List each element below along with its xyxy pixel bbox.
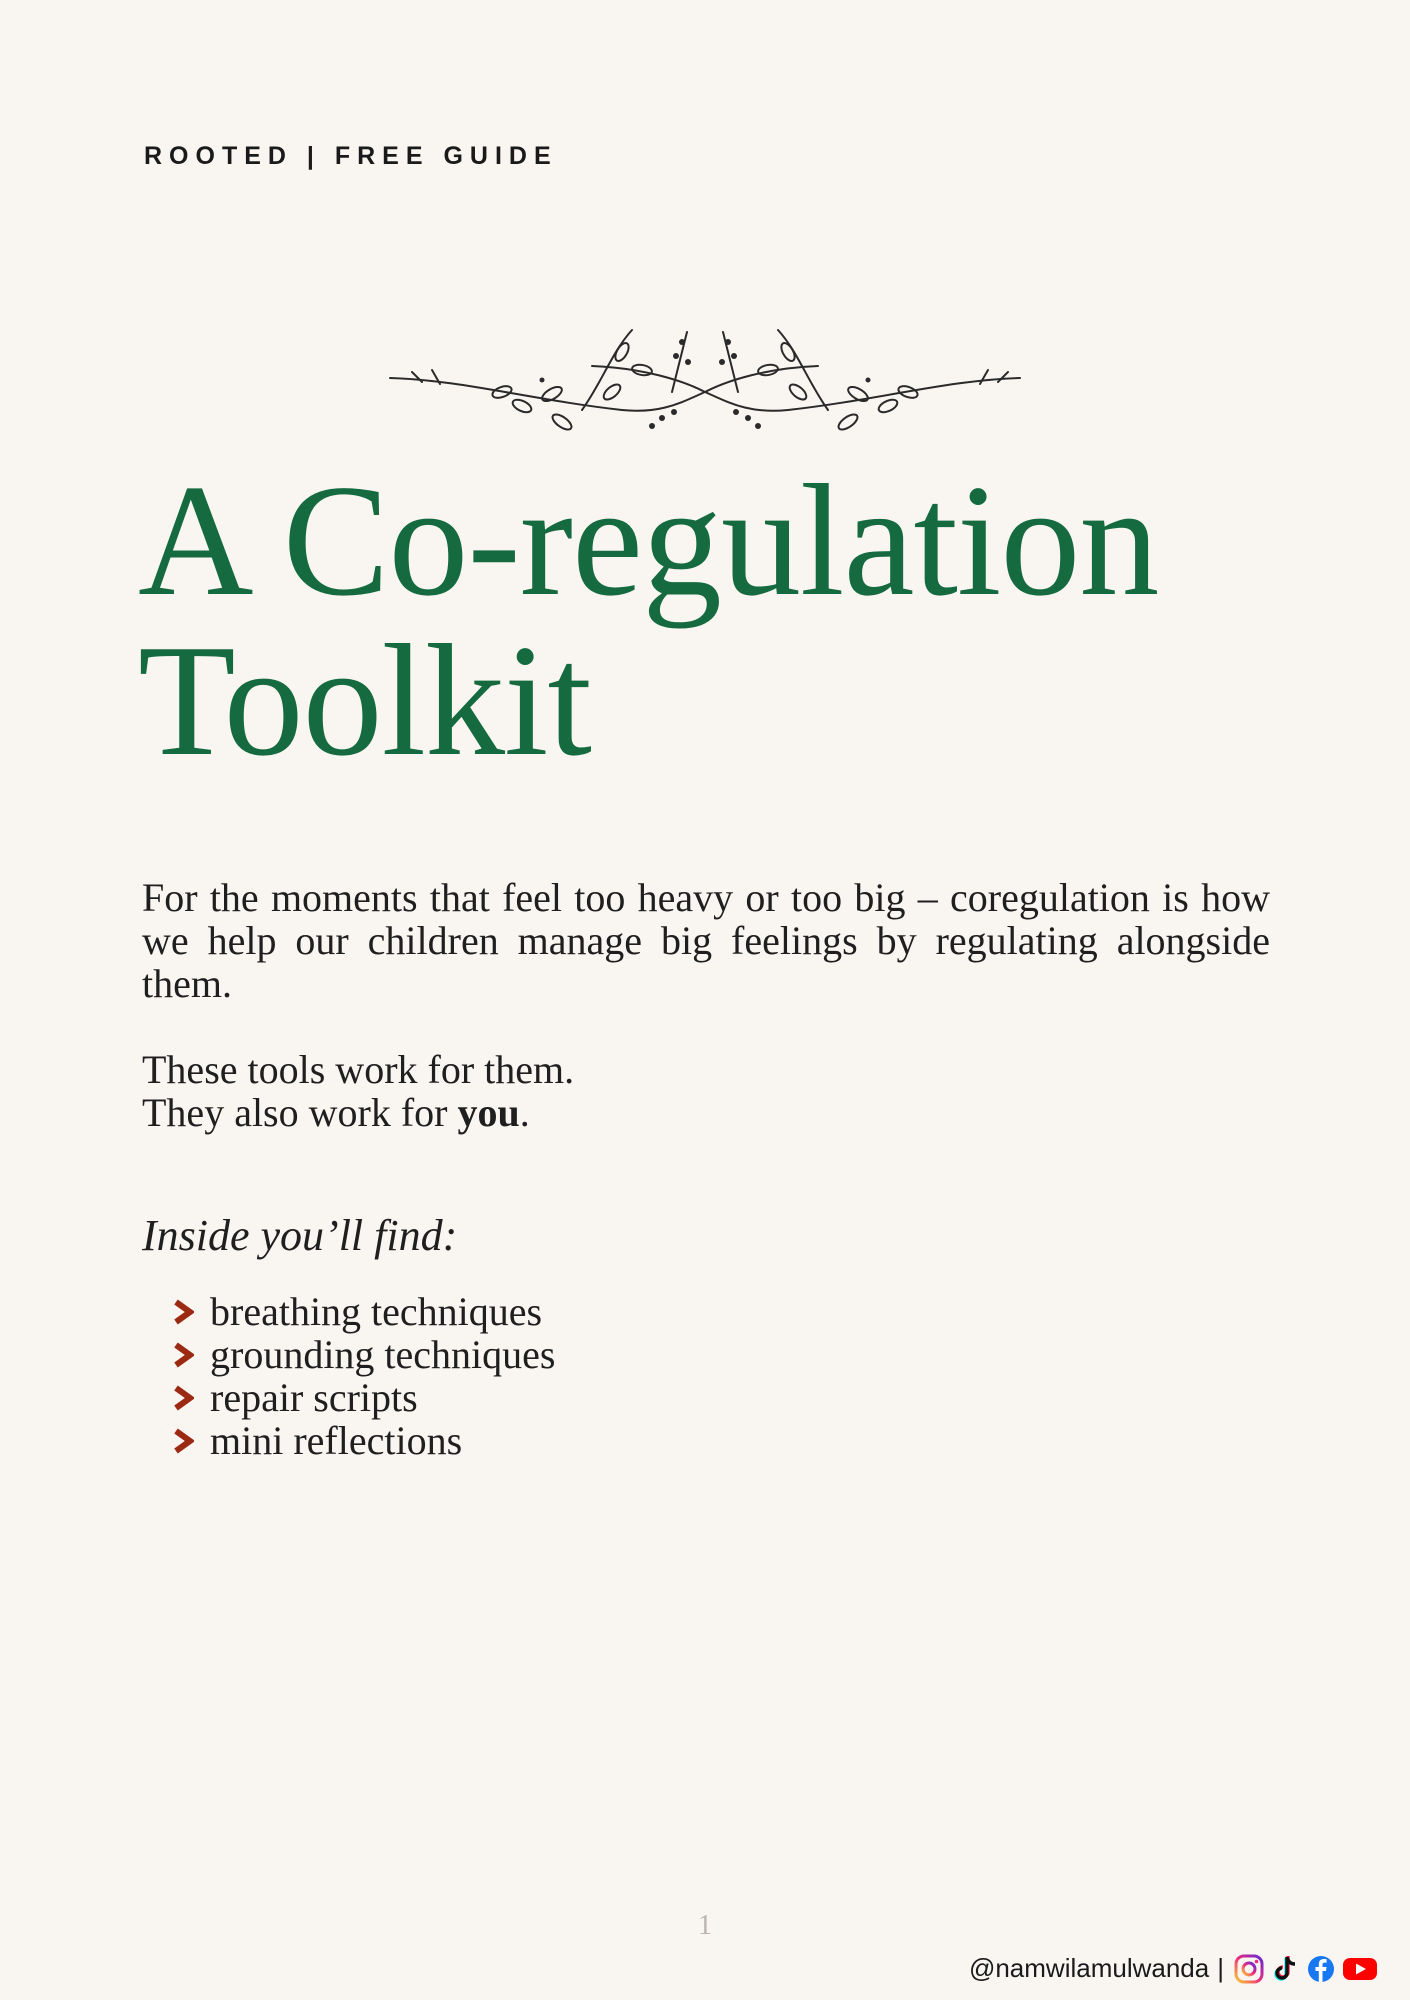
social-footer [969, 1953, 1378, 1984]
tools-line-2: They also work for you. [142, 1090, 530, 1135]
instagram-icon[interactable] [1234, 1954, 1264, 1984]
youtube-icon[interactable] [1342, 1954, 1378, 1984]
footer-separator: | [1217, 1953, 1224, 1983]
floral-ornament-icon [382, 322, 1028, 454]
title-line-1: A Co-regulation [138, 451, 1159, 629]
chevron-right-icon [172, 1428, 194, 1454]
list-item: mini reflections [172, 1419, 556, 1462]
chevron-right-icon [172, 1299, 194, 1325]
title-line-2: Toolkit [138, 611, 591, 789]
chevron-right-icon [172, 1342, 194, 1368]
inside-heading: Inside you’ll find: [142, 1211, 458, 1260]
list-item: grounding techniques [172, 1333, 556, 1376]
tools-statement [142, 1048, 574, 1134]
contents-list [172, 1290, 556, 1462]
page-number: 1 [698, 1910, 712, 1941]
list-item: repair scripts [172, 1376, 556, 1419]
facebook-icon[interactable] [1306, 1954, 1336, 1984]
social-handle[interactable]: @namwilamulwanda [968, 1953, 1210, 1983]
list-item: breathing techniques [172, 1290, 556, 1333]
tools-line-1: These tools work for them. [142, 1047, 575, 1092]
chevron-right-icon [172, 1385, 194, 1411]
page-title [138, 451, 1159, 789]
tiktok-icon[interactable] [1270, 1954, 1300, 1984]
intro-paragraph: For the moments that feel too heavy or too big – coregulation is how we help our children manage big feelings by regulating alongside them. [142, 875, 1270, 1006]
eyebrow-label: ROOTED | FREE GUIDE [144, 142, 558, 170]
emphasis-you: you [457, 1090, 520, 1135]
